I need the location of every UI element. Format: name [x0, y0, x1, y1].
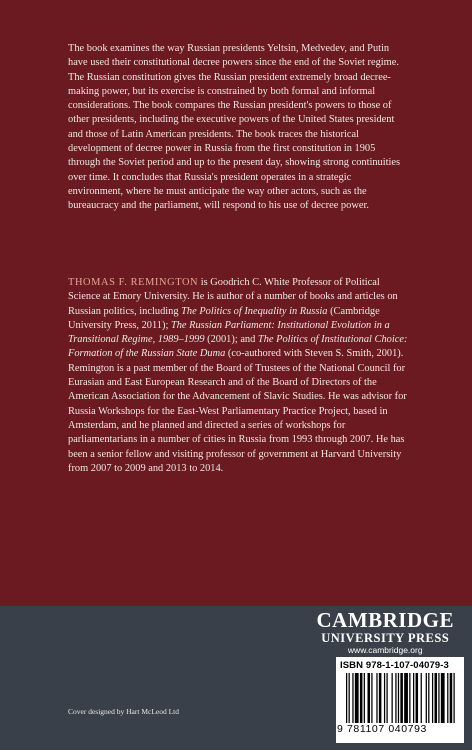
barcode-icon [346, 673, 456, 723]
author-bio [68, 276, 408, 476]
bio-text: (2001); and [204, 334, 258, 346]
barcode-digits: 9 781107 040793 [337, 723, 427, 735]
book-title: The Politics of Inequality in Russia [181, 305, 328, 317]
author-name: THOMAS F. REMINGTON [68, 277, 199, 288]
cover-credit: Cover designed by Hart McLeod Ltd [68, 707, 180, 716]
book-title: The Russian Parliament: Institutional Evolution in a Transitional Regime, 1989–1999 [68, 319, 390, 346]
barcode-panel [336, 657, 464, 743]
bio-text: (co-authored with Steven S. Smith, 2001). Remington is a past member of the Board of Trustees of the National Council for Eurasian and East European Research and of the Board of Directors of the American Association for the Advancement of Slavic Studies. He was advisor for Russia Workshops for the East-West Parliamentary Practice Project, based in Amsterdam, and he planned and directed a series of workshops for parliamentarians in a number of cities in Russia from 1993 through 2007. He has been a senior fellow and visiting professor of government at Harvard University from 2007 to 2009 and 2013 to 2014. [68, 348, 407, 474]
publisher-name: CAMBRIDGE [316, 608, 454, 632]
bio-text: (Cambridge University Press, 2011); [68, 305, 380, 331]
isbn-label: ISBN 978-1-107-04079-3 [340, 660, 449, 671]
publisher-subtitle: UNIVERSITY PRESS [321, 631, 450, 645]
book-title: The Politics of Institutional Choice: Formation of the Russian State Duma [68, 334, 408, 360]
bio-text: is Goodrich C. White Professor of Political Science at Emory University. He is author of a number of books and articles on Russian politics, including [68, 277, 398, 317]
publisher-url: www.cambridge.org [347, 645, 423, 655]
publisher-logo [316, 609, 454, 656]
book-synopsis: The book examines the way Russian presidents Yeltsin, Medvedev, and Putin have used their constitutional decree powers since the end of the Soviet regime. The Russian constitution gives the Russian president extremely broad decree-making power, but its exercise is constrained by both formal and informal considerations. The book compares the Russian president's powers to those of other presidents, including the executive powers of the United States president and those of Latin American presidents. The book traces the historical development of decree power in Russia from the first constitution in 1905 through the Soviet period and up to the present day, showing strong continuities over time. It concludes that Russia's president operates in a strategic environment, where he must anticipate the way other actors, such as the bureaucracy and the parliament, will respond to his use of decree power. [68, 43, 401, 212]
